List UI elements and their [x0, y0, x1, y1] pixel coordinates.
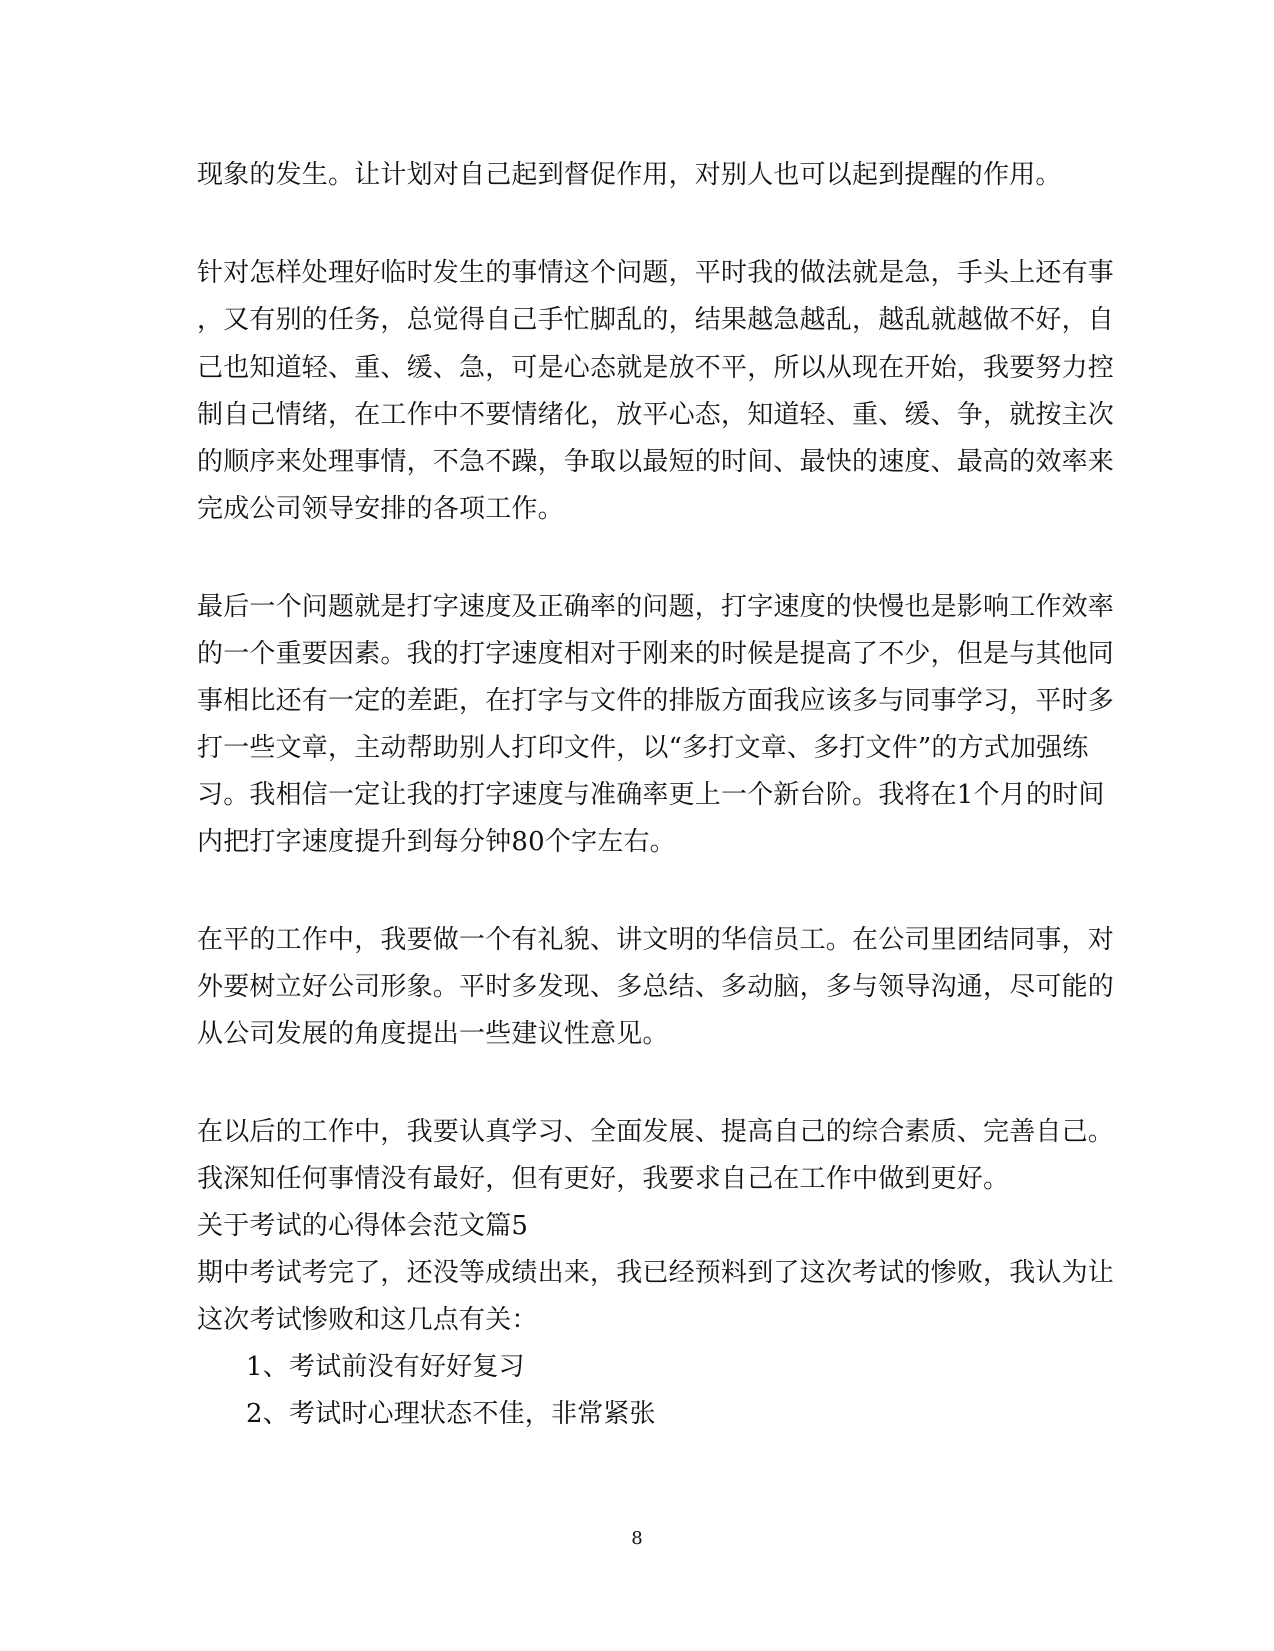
paragraph-line: 在平的工作中，我要做一个有礼貌、讲文明的华信员工。在公司里团结同事，对 [197, 925, 1115, 955]
paragraph-line: 最后一个问题就是打字速度及正确率的问题，打字速度的快慢也是影响工作效率 [197, 592, 1115, 622]
section-heading: 关于考试的心得体会范文篇5 [197, 1211, 529, 1241]
paragraph-line: 习。我相信一定让我的打字速度与准确率更上一个新台阶。我将在1个月的时间 [197, 780, 1105, 810]
paragraph-line: 针对怎样处理好临时发生的事情这个问题，平时我的做法就是急，手头上还有事 [197, 258, 1115, 288]
page-number: 8 [631, 1528, 643, 1549]
paragraph-line: 制自己情绪，在工作中不要情绪化，放平心态，知道轻、重、缓、争，就按主次 [197, 400, 1115, 430]
paragraph-line: ，又有别的任务，总觉得自己手忙脚乱的，结果越急越乱，越乱就越做不好，自 [197, 305, 1115, 335]
paragraph-line: 我深知任何事情没有最好，但有更好，我要求自己在工作中做到更好。 [197, 1164, 1010, 1194]
paragraph-line: 内把打字速度提升到每分钟80个字左右。 [197, 827, 676, 857]
paragraph-line: 现象的发生。让计划对自己起到督促作用，对别人也可以起到提醒的作用。 [197, 160, 1062, 190]
paragraph-line: 打一些文章，主动帮助别人打印文件，以“多打文章、多打文件”的方式加强练 [197, 733, 1089, 763]
list-item: 1、考试前没有好好复习 [246, 1352, 525, 1382]
paragraph-line: 的顺序来处理事情，不急不躁，争取以最短的时间、最快的速度、最高的效率来 [197, 447, 1115, 477]
paragraph-line: 外要树立好公司形象。平时多发现、多总结、多动脑，多与领导沟通，尽可能的 [197, 972, 1115, 1002]
paragraph-line: 在以后的工作中，我要认真学习、全面发展、提高自己的综合素质、完善自己。 [197, 1117, 1115, 1147]
paragraph-line: 的一个重要因素。我的打字速度相对于刚来的时候是提高了不少，但是与其他同 [197, 639, 1115, 669]
paragraph-line: 这次考试惨败和这几点有关： [197, 1305, 538, 1335]
list-item: 2、考试时心理状态不佳，非常紧张 [246, 1399, 656, 1429]
paragraph-line: 从公司发展的角度提出一些建议性意见。 [197, 1019, 669, 1049]
paragraph-line: 期中考试考完了，还没等成绩出来，我已经预料到了这次考试的惨败，我认为让 [197, 1258, 1115, 1288]
paragraph-line: 己也知道轻、重、缓、急，可是心态就是放不平，所以从现在开始，我要努力控 [197, 353, 1115, 383]
paragraph-line: 完成公司领导安排的各项工作。 [197, 494, 564, 524]
paragraph-line: 事相比还有一定的差距，在打字与文件的排版方面我应该多与同事学习，平时多 [197, 686, 1115, 716]
